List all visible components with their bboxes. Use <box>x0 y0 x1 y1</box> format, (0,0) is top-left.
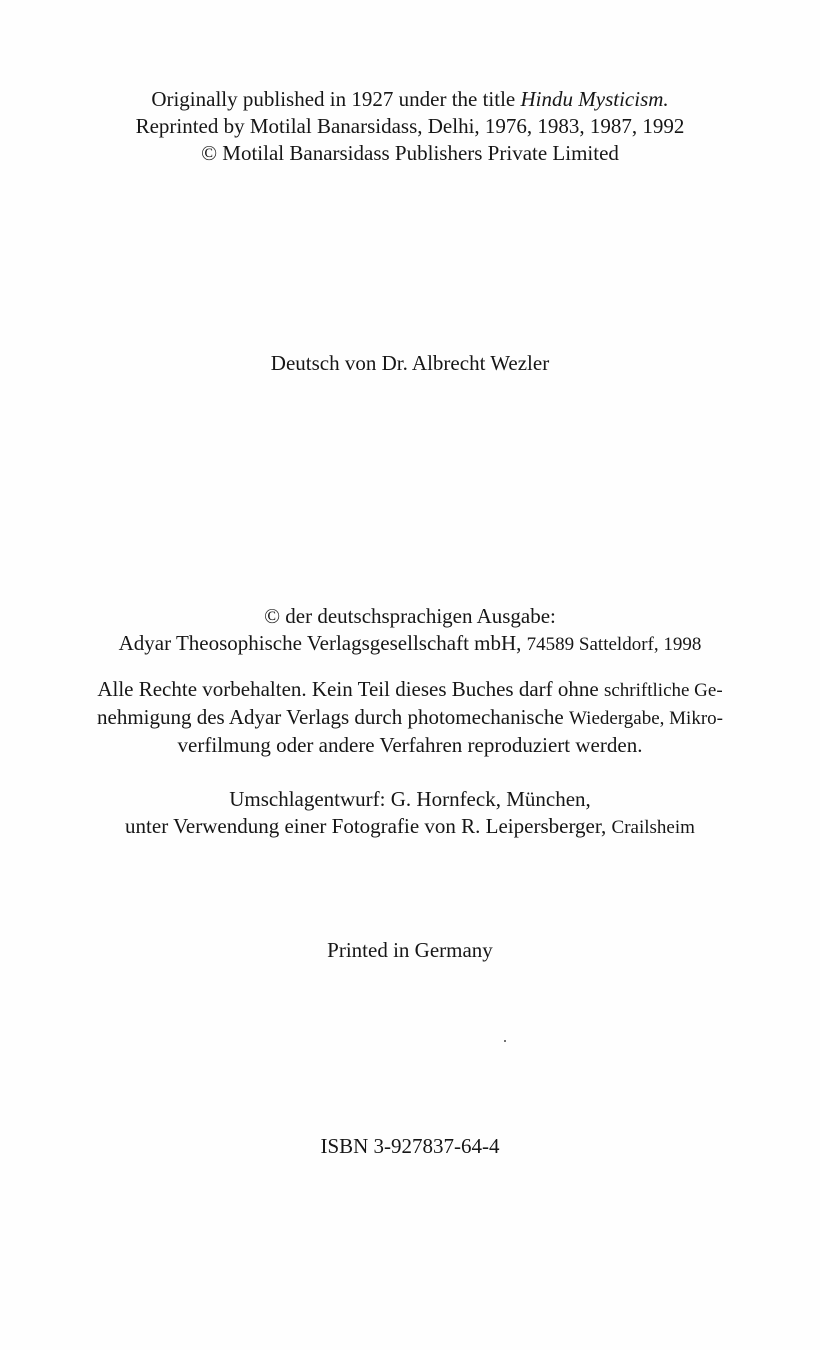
printed-in <box>60 937 760 964</box>
photo-credit-line <box>60 813 760 841</box>
isbn-line: ISBN 3-927837-64-4 <box>320 1134 500 1158</box>
rights-line-1-small: schriftliche Ge- <box>603 680 723 701</box>
original-publication-line <box>60 86 760 113</box>
rights-line-2-main: nehmigung des Adyar Verlags durch photomechanische <box>97 705 564 729</box>
reprint-line: Reprinted by Motilal Banarsidass, Delhi, 1976, 1983, 1987, 1992 <box>135 114 685 138</box>
publication-history <box>60 86 760 167</box>
german-edition-copyright <box>60 603 760 658</box>
original-publication-text: Originally published in 1927 under the title <box>151 87 516 111</box>
publisher-line <box>60 630 760 658</box>
rights-line-1-main: Alle Rechte vorbehalten. Kein Teil dieses Buches darf ohne <box>97 677 599 701</box>
translator-credit <box>60 350 760 377</box>
rights-line-3: verfilmung oder andere Verfahren reproduziert werden. <box>177 733 643 757</box>
rights-notice <box>40 676 780 759</box>
cover-design-line: Umschlagentwurf: G. Hornfeck, München, <box>229 787 591 811</box>
rights-line-1 <box>40 676 780 704</box>
rights-line-2-small: Wiedergabe, Mikro- <box>569 708 723 729</box>
cover-credit <box>60 786 760 841</box>
original-copyright-line: © Motilal Banarsidass Publishers Private Limited <box>201 141 619 165</box>
photo-credit-main: unter Verwendung einer Fotografie von R. Leipersberger, <box>125 814 607 838</box>
original-title: Hindu Mysticism. <box>520 87 669 111</box>
printed-in-line: Printed in Germany <box>327 938 493 962</box>
isbn <box>60 1133 760 1160</box>
photo-credit-place: Crailsheim <box>611 817 695 838</box>
rights-line-2 <box>40 704 780 732</box>
publisher-name: Adyar Theosophische Verlagsgesellschaft mbH, <box>118 631 522 655</box>
translator-line: Deutsch von Dr. Albrecht Wezler <box>270 351 550 375</box>
german-copyright-line: © der deutschsprachigen Ausgabe: <box>264 604 556 628</box>
publisher-location-year: 74589 Satteldorf, 1998 <box>526 634 702 655</box>
paper-speck <box>504 1040 506 1042</box>
